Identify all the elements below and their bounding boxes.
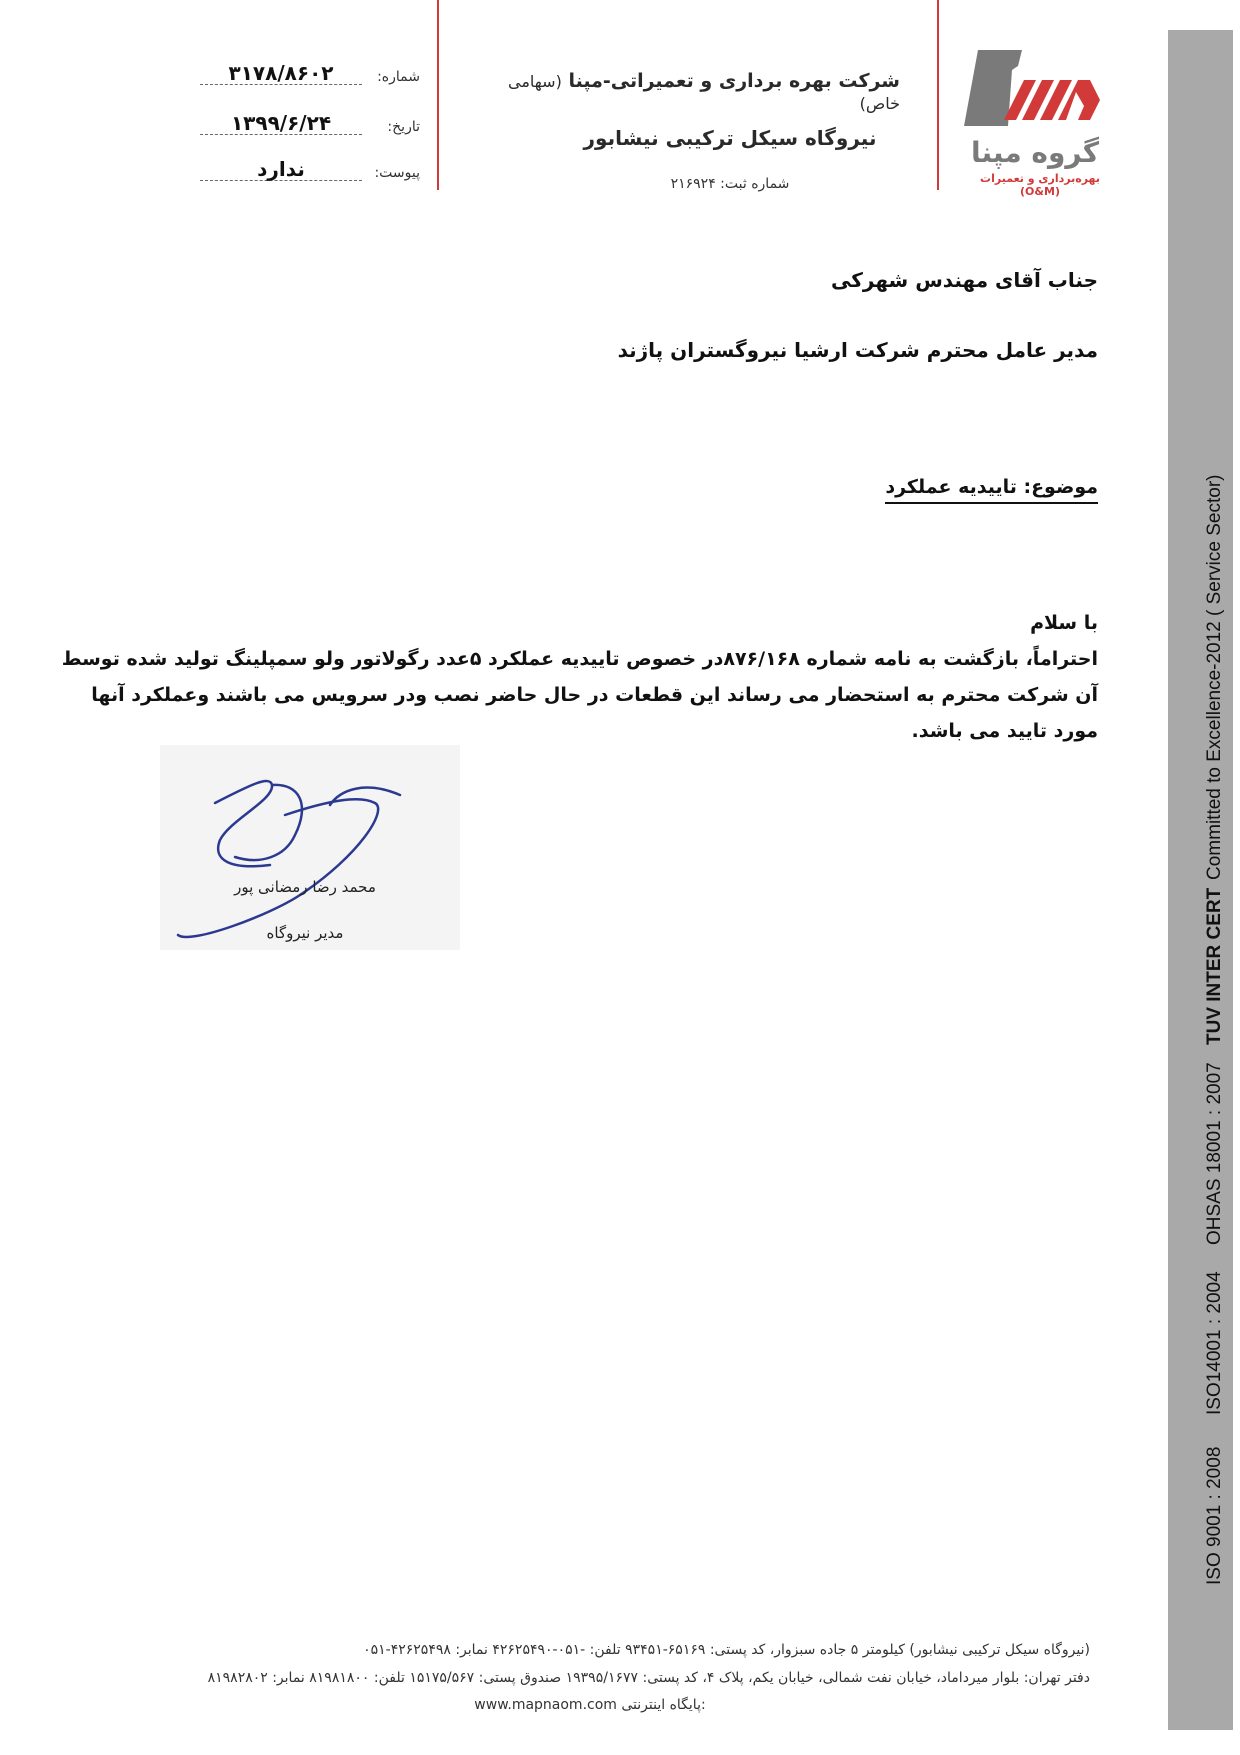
website-label: پایگاه اینترنتی: <box>621 1697 706 1713</box>
attachment-value: ندارد <box>200 158 362 181</box>
cert-ohsas: OHSAS 18001 : 2007 <box>1204 1062 1225 1245</box>
cert-tuv: TUV INTER CERT <box>1204 887 1225 1045</box>
mapna-group-logo <box>960 48 1130 198</box>
signatory-title: مدیر نیروگاه <box>266 924 344 942</box>
cert-commitment: Committed to Excellence-2012 ( Service Sector) <box>1204 474 1225 880</box>
header-divider-left <box>437 0 439 190</box>
handwritten-signature <box>160 745 460 950</box>
letter-date-field <box>200 112 420 135</box>
footer-tehran-office: دفتر تهران: بلوار میرداماد، خیابان نفت شمالی، خیابان یکم، پلاک ۴، کد پستی: ۱۹۳۹۵/۱۶۷۷ صندوق پستی: ۱۵۱۷۵/۵۶۷ تلفن: ۸۱۹۸۱۸۰۰ نمابر: ۸۱۹۸۲۸۰۲ <box>207 1670 1090 1686</box>
letter-body: احتراماً، بازگشت به نامه شماره ۸۷۶/۱۶۸در خصوص تاییدیه عملکرد ۵عدد رگولاتور ولو سمپلینگ تولید شده توسط آن شرکت محترم به استحضار می رساند این قطعات در حال حاضر نصب ودر سرویس می باشند وعملکرد آنها مورد تایید می باشد. <box>61 648 1098 742</box>
certification-list <box>1200 450 1230 1585</box>
logo-wordmark: گروه مپنا <box>970 136 1100 169</box>
number-label: شماره: <box>377 69 420 85</box>
greeting: با سلام <box>1030 612 1098 634</box>
website-link[interactable]: www.mapnaom.com <box>474 1697 617 1713</box>
signatory-name: محمد رضا رمضانی پور <box>234 878 376 896</box>
plant-name: نیروگاه سیکل ترکیبی نیشابور <box>583 126 877 150</box>
registration-number: شماره ثبت: ۲۱۶۹۲۴ <box>670 176 790 192</box>
letter-subject: موضوع: تاییدیه عملکرد <box>885 476 1098 504</box>
footer-plant-address: (نیروگاه سیکل ترکیبی نیشابور) کیلومتر ۵ جاده سبزوار، کد پستی: ۶۵۱۶۹-۹۳۴۵۱ تلفن: -۰۵۱-۴۲۶۲۵۴۹۰ نمابر: ۴۲۶۲۵۴۹۸-۰۵۱ <box>363 1642 1090 1658</box>
letter-number-field <box>200 62 420 85</box>
recipient-title: مدیر عامل محترم شرکت ارشیا نیروگستران پاژند <box>617 338 1098 362</box>
number-value: ۳۱۷۸/۸۶۰۲ <box>200 62 362 85</box>
attachment-label: پیوست: <box>374 165 420 181</box>
recipient-name: جناب آقای مهندس شهرکی <box>831 268 1098 292</box>
footer-website <box>430 1697 750 1713</box>
letter-attachment-field <box>200 158 420 181</box>
date-label: تاریخ: <box>387 119 420 135</box>
date-value: ۱۳۹۹/۶/۲۴ <box>200 112 362 135</box>
cert-iso14001: ISO14001 : 2004 <box>1204 1271 1225 1415</box>
logo-subtext: بهره‌برداری و تعمیرات (O&M) <box>980 172 1100 198</box>
company-name <box>480 70 900 114</box>
company-name-text: شرکت بهره برداری و تعمیراتی-مپنا <box>568 70 900 92</box>
header-divider-right <box>937 0 939 190</box>
cert-iso9001: ISO 9001 : 2008 <box>1204 1446 1225 1585</box>
company-type: (سهامی خاص) <box>508 72 900 113</box>
